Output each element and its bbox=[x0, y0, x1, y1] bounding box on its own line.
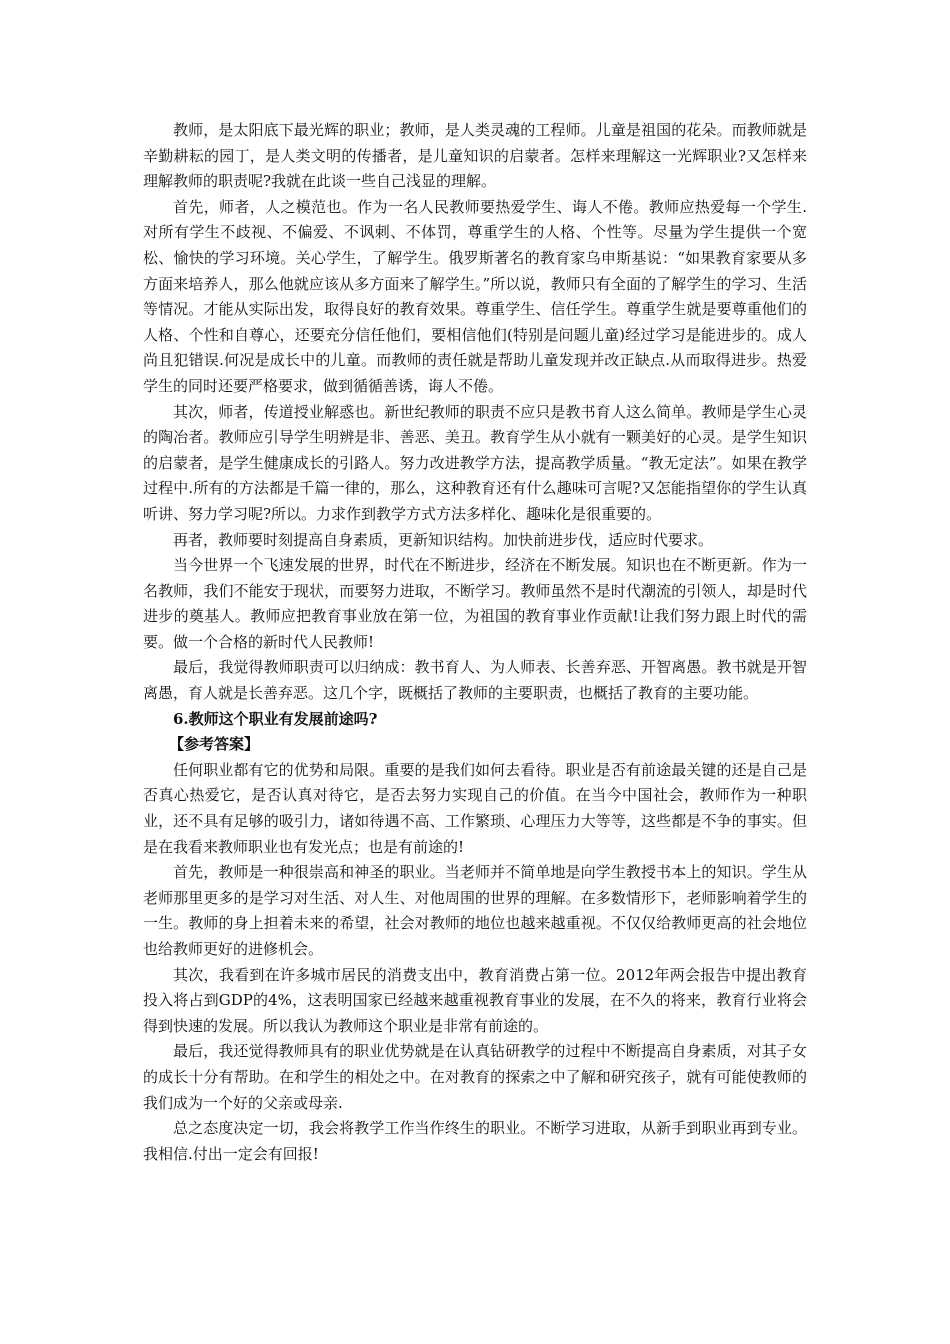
answer-paragraph: 任何职业都有它的优势和局限。重要的是我们如何去看待。职业是否有前途最关键的还是自己是否真心热爱它，是否认真对待它，是否去努力实现自己的价值。在当今中国社会，教师作为一种职业，还不具有足够的吸引力，诸如待遇不高、工作繁琐、心理压力大等等，这些都是不争的事实。但是在我看来教师职业也有发光点；也是有前途的! bbox=[143, 760, 807, 856]
paragraph-last: 最后，我觉得教师职责可以归纳成：教书育人、为人师表、长善弃恶、开智离愚。教书就是开智离愚，育人就是长善弃恶。这几个字，既概括了教师的主要职责，也概括了教育的主要功能。 bbox=[143, 658, 807, 703]
paragraph-fourth: 当今世界一个飞速发展的世界，时代在不断进步，经济在不断发展。知识也在不断更新。作为一名教师，我们不能安于现状，而要努力进取，不断学习。教师虽然不是时代潮流的引领人，却是时代进步的奠基人。教师应把教育事业放在第一位，为祖国的教育事业作贡献!让我们努力跟上时代的需要。做一个合格的新时代人民教师! bbox=[143, 556, 807, 651]
answer-paragraph: 最后，我还觉得教师具有的职业优势就是在认真钻研教学的过程中不断提高自身素质，对其子女的成长十分有帮助。在和学生的相处之中。在对教育的探索之中了解和研究孩子，就有可能使教师的我们成为一个好的父亲或母亲. bbox=[143, 1042, 807, 1112]
paragraph-third: 再者，教师要时刻提高自身素质，更新知识结构。加快前进步伐，适应时代要求。 bbox=[173, 530, 714, 549]
answer-paragraph: 其次，我看到在许多城市居民的消费支出中，教育消费占第一位。2012年两会报告中提出教育投入将占到GDP的4%，这表明国家已经越来越重视教育事业的发展，在不久的将来，教育行业将会得到快速的发展。所以我认为教师这个职业是非常有前途的。 bbox=[143, 965, 807, 1035]
answer-paragraph: 总之态度决定一切，我会将教学工作当作终生的职业。不断学习进取，从新手到职业再到专业。我相信.付出一定会有回报! bbox=[143, 1119, 807, 1163]
document-body bbox=[143, 118, 807, 1167]
question-heading: 6.教师这个职业有发展前途吗? bbox=[173, 709, 378, 728]
paragraph-intro: 教师，是太阳底下最光辉的职业；教师，是人类灵魂的工程师。儿童是祖国的花朵。而教师就是辛勤耕耘的园丁，是人类文明的传播者，是儿童知识的启蒙者。怎样来理解这一光辉职业?又怎样来理解教师的职责呢?我就在此谈一些自己浅显的理解。 bbox=[143, 121, 807, 191]
paragraph-first: 首先，师者，人之模范也。作为一名人民教师要热爱学生、诲人不倦。教师应热爱每一个学生.对所有学生不歧视、不偏爱、不讽刺、不体罚，尊重学生的人格、个性等。尽量为学生提供一个宽松、愉快的学习环境。关心学生，了解学生。俄罗斯著名的教育家乌申斯基说：“如果教育家要从多方面来培养人，那么他就应该从多方面来了解学生。”所以说，教师只有全面的了解学生的学习、生活等情况。才能从实际出发，取得良好的教育效果。尊重学生、信任学生。尊重学生就是要尊重他们的人格、个性和自尊心，还要充分信任他们，要相信他们(特别是问题儿童)经过学习是能进步的。成人尚且犯错误.何况是成长中的儿童。而教师的责任就是帮助儿童发现并改正缺点.从而取得进步。热爱学生的同时还要严格要求，做到循循善诱，诲人不倦。 bbox=[143, 197, 807, 395]
paragraph-second: 其次，师者，传道授业解惑也。新世纪教师的职责不应只是教书育人这么简单。教师是学生心灵的陶冶者。教师应引导学生明辨是非、善恶、美丑。教育学生从小就有一颗美好的心灵。是学生知识的启蒙者，是学生健康成长的引路人。努力改进教学方法，提高教学质量。“教无定法”。如果在教学过程中.所有的方法都是千篇一律的，那么，这种教育还有什么趣味可言呢?又怎能指望你的学生认真听讲、努力学习呢?所以。力求作到教学方式方法多样化、趣味化是很重要的。 bbox=[143, 402, 807, 523]
answer-label: 【参考答案】 bbox=[169, 735, 260, 754]
answer-paragraph: 首先，教师是一种很崇高和神圣的职业。当老师并不简单地是向学生教授书本上的知识。学生从老师那里更多的是学习对生活、对人生、对他周围的世界的理解。在多数情形下，老师影响着学生的一生。教师的身上担着未来的希望，社会对教师的地位也越来越重视。不仅仅给教师更高的社会地位也给教师更好的进修机会。 bbox=[143, 863, 807, 958]
